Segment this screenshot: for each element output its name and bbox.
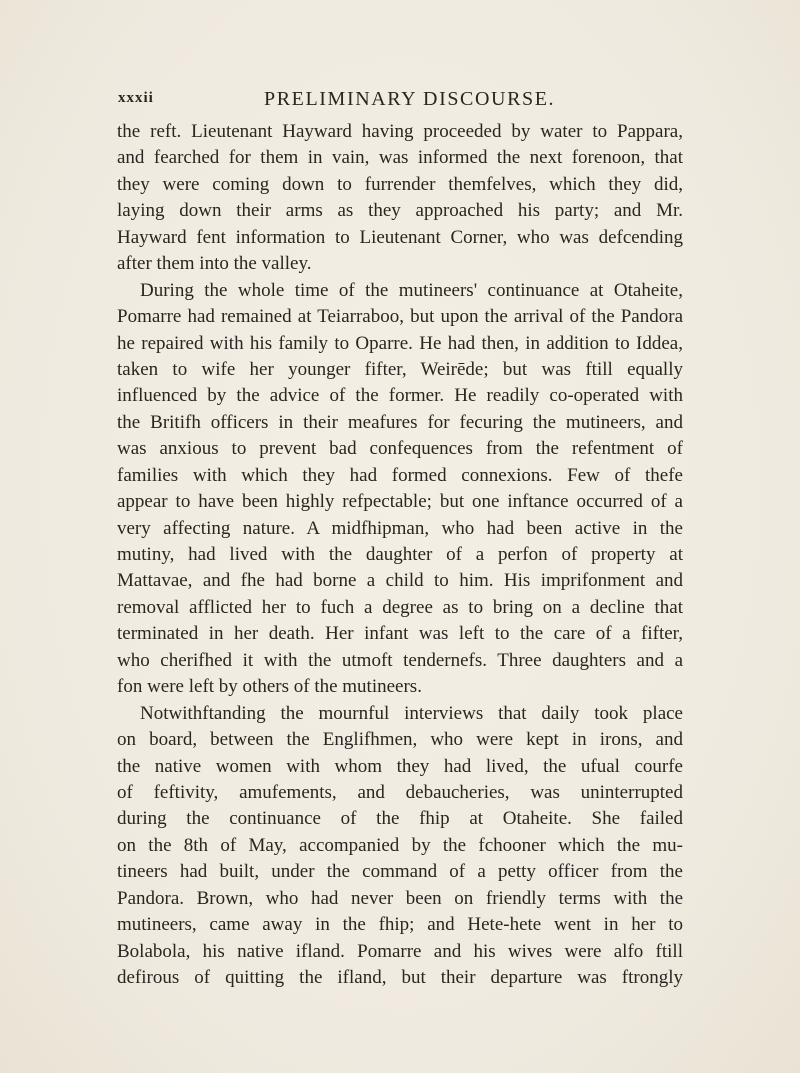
text-line: tineers had built, under the command of a petty officer from the [117,861,683,883]
text-line: who cherifhed it with the utmoft tendernefs. Three daughters and a [117,649,683,671]
text-line: on board, between the Englifhmen, who were kept in irons, and [117,729,683,751]
body-text [117,119,683,991]
text-line: terminated in her death. Her infant was left to the care of a fifter, [117,623,683,645]
text-line: removal afflicted her to fuch a degree as to bring on a decline that [117,596,683,618]
text-line: fon were left by others of the mutineers. [117,676,422,698]
text-line: the reft. Lieutenant Hayward having proceeded by water to Pappara, [117,121,683,142]
text-line: defirous of quitting the ifland, but their departure was ftrongly [117,967,683,988]
text-line: during the continuance of the fhip at Otaheite. She failed [117,808,683,830]
text-line: Hayward fent information to Lieutenant Corner, who was defcending [117,226,683,248]
text-line: he repaired with his family to Oparre. He had then, in addition to Iddea, [117,332,683,354]
text-line: Pandora. Brown, who had never been on friendly terms with the [117,887,683,909]
text-line: on the 8th of May, accompanied by the fchooner which the mu- [117,834,683,856]
text-line: influenced by the advice of the former. He readily co-operated with [117,385,683,407]
text-line: taken to wife her younger fifter, Weirēde; but was ftill equally [117,358,683,380]
text-line: laying down their arms as they approached his party; and Mr. [117,200,683,222]
text-line: Notwithftanding the mournful interviews that daily took place [140,702,683,724]
text-line: very affecting nature. A midfhipman, who had been active in the [117,517,683,539]
text-line: was anxious to prevent bad confequences from the refentment of [117,438,683,460]
text-line: after them into the valley. [117,253,312,275]
text-line: mutiny, had lived with the daughter of a perfon of property at [117,544,683,565]
page-number: xxxii [118,90,154,106]
text-line: During the whole time of the mutineers' continuance at Otaheite, [140,279,683,301]
text-line: appear to have been highly refpectable; but one inftance occurred of a [117,491,683,513]
text-line: families with which they had formed connexions. Few of thefe [117,464,683,486]
text-line: Bolabola, his native ifland. Pomarre and his wives were alfo ftill [117,940,683,962]
running-title: PRELIMINARY DISCOURSE. [264,88,556,110]
text-line: Mattavae, and fhe had borne a child to him. His imprifonment and [117,570,683,592]
text-line: they were coming down to furrender themfelves, which they did, [117,173,683,195]
text-line: Pomarre had remained at Teiarraboo, but upon the arrival of the Pandora [117,306,683,328]
text-line: the Britifh officers in their meafures for fecuring the mutineers, and [117,411,683,433]
text-line: the native women with whom they had lived, the ufual courfe [117,755,683,777]
text-line: and fearched for them in vain, was informed the next forenoon, that [117,147,683,169]
page-header [118,88,678,112]
text-line: mutineers, came away in the fhip; and Hete-hete went in her to [117,914,683,936]
text-line: of feftivity, amufements, and debaucheries, was uninterrupted [117,781,683,803]
